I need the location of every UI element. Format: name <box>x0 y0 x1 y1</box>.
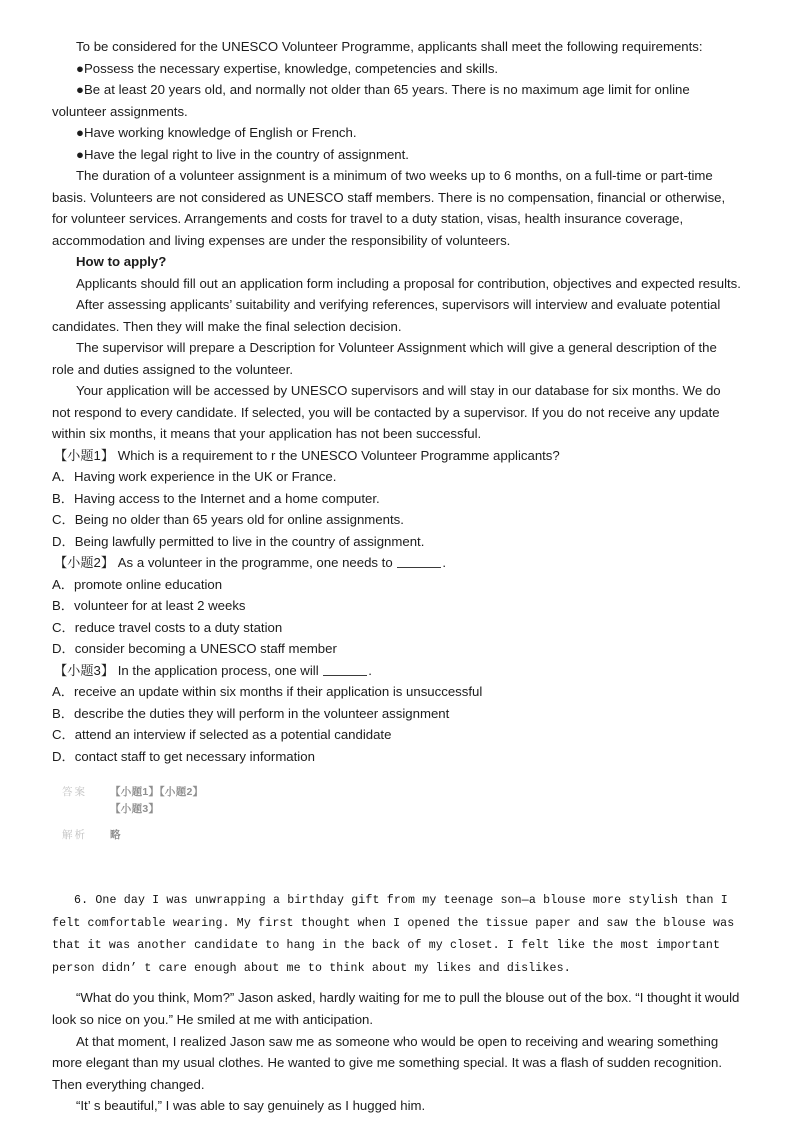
option-2-a[interactable] <box>52 574 742 596</box>
analysis-label: 解析 <box>62 829 87 841</box>
option-label: C． <box>52 727 75 742</box>
question-text-2: As a volunteer in the programme, one needs to <box>117 555 393 570</box>
option-label: A． <box>52 684 74 699</box>
option-text: Having access to the Internet and a home computer. <box>73 490 380 506</box>
answer-value-line-2: 【小题3】 <box>110 803 160 815</box>
option-label: B． <box>52 598 74 613</box>
option-text: Being lawfully permitted to live in the country of assignment. <box>74 533 425 549</box>
answer-row <box>62 784 742 801</box>
passage-2-paragraph-1: “What do you think, Mom?” Jason asked, hardly waiting for me to pull the blouse out of the box. “I thought it would look so nice on you.” He smiled at me with anticipation. <box>52 990 740 1027</box>
apply-paragraph-2: After assessing applicants’ suitability and verifying references, supervisors will interview and evaluate potential candidates. Then they will make the final selection decision. <box>52 297 721 334</box>
question-text-1: Which is a requirement to r the UNESCO Volunteer Programme applicants? <box>117 447 560 463</box>
option-label: D． <box>52 641 75 656</box>
option-3-d[interactable] <box>52 746 742 768</box>
question-number-2: 【小题2】 <box>54 555 115 570</box>
apply-paragraph-1: Applicants should fill out an application form including a proposal for contribution, objectives and expected results. <box>76 275 741 291</box>
option-1-a[interactable] <box>52 466 742 488</box>
option-3-a[interactable] <box>52 681 742 703</box>
document-content <box>52 36 742 1117</box>
question-number-3: 【小题3】 <box>54 662 115 678</box>
requirement-bullet-2: ●Be at least 20 years old, and normally not older than 65 years. There is no maximum age limit for online volunteer assignments. <box>52 82 690 119</box>
how-to-apply-heading: How to apply? <box>76 254 167 269</box>
answer-value-line-1: 【小题1】【小题2】 <box>110 786 204 798</box>
option-1-d[interactable] <box>52 531 742 553</box>
passage-requirements <box>52 36 742 445</box>
option-text: volunteer for at least 2 weeks <box>73 598 246 613</box>
option-label: B． <box>52 705 74 721</box>
passage-2-paragraph-2: At that moment, I realized Jason saw me as someone who would be open to receiving and wearing something more elegant than my usual clothes. He wanted to give me something special. It was a flash of sudden recognition. Then everything changed. <box>52 1033 723 1092</box>
question-tail-3: . <box>368 662 372 678</box>
option-text: receive an update within six months if their application is unsuccessful <box>73 684 483 699</box>
requirement-bullet-1: ●Possess the necessary expertise, knowledge, competencies and skills. <box>76 60 499 76</box>
option-2-b[interactable] <box>52 595 742 617</box>
question-text-3: In the application process, one will <box>117 662 319 678</box>
answer-label: 答案 <box>62 786 87 798</box>
option-label: A． <box>52 576 74 592</box>
option-text: consider becoming a UNESCO staff member <box>74 641 337 656</box>
option-text: describe the duties they will perform in the volunteer assignment <box>73 705 450 721</box>
apply-paragraph-3: The supervisor will prepare a Description for Volunteer Assignment which will give a general description of the role and duties assigned to the volunteer. <box>52 340 717 377</box>
passage-2-paragraph-3: “It’ s beautiful,” I was able to say genuinely as I hugged him. <box>76 1098 426 1114</box>
answer-analysis-block <box>52 784 742 844</box>
option-3-b[interactable] <box>52 703 742 725</box>
answer-spacer <box>62 818 742 827</box>
option-3-c[interactable] <box>52 724 742 746</box>
passage-2-block <box>52 890 742 980</box>
analysis-value: 略 <box>110 829 121 841</box>
option-1-c[interactable] <box>52 509 742 531</box>
question-tail-2: . <box>442 555 447 570</box>
requirements-intro: To be considered for the UNESCO Volunteer Programme, applicants shall meet the following requirements: <box>76 39 703 54</box>
option-text: promote online education <box>73 576 223 592</box>
question-stem-3 <box>52 660 742 682</box>
option-2-d[interactable] <box>52 638 742 660</box>
option-label: D． <box>52 748 75 764</box>
requirement-bullet-4: ●Have the legal right to live in the country of assignment. <box>76 146 409 162</box>
question-stem-1 <box>52 445 742 467</box>
option-text: contact staff to get necessary information <box>74 748 315 764</box>
option-label: A． <box>52 469 74 484</box>
option-text: Having work experience in the UK or France. <box>73 469 337 484</box>
answer-row-2 <box>62 801 742 818</box>
option-1-b[interactable] <box>52 488 742 510</box>
passage-2-mono-paragraph: 6. One day I was unwrapping a birthday gift from my teenage son—a blouse more stylish than I felt comfortable wearing. My first thought when I opened the tissue paper and saw the blouse was that it was another candidate to hang in the back of my closet. I felt like the most important person didn’ t care enough about me to think about my likes and dislikes. <box>52 894 735 975</box>
duration-paragraph: The duration of a volunteer assignment is a minimum of two weeks up to 6 months, on a full-time or part-time basis. Volunteers are not considered as UNESCO staff members. There is no compensation, financial or otherwise, for volunteer services. Arrangements and costs for travel to a duty station, visas, health insurance coverage, accommodation and living expenses are under the responsibility of volunteers. <box>52 168 726 248</box>
questions-block <box>52 445 742 768</box>
option-text: reduce travel costs to a duty station <box>74 619 283 635</box>
question-number-1: 【小题1】 <box>54 447 115 463</box>
option-2-c[interactable] <box>52 617 742 639</box>
option-text: attend an interview if selected as a potential candidate <box>74 727 392 742</box>
answer-blank-2[interactable] <box>397 555 441 568</box>
answer-blank-3[interactable] <box>323 663 367 676</box>
option-label: B． <box>52 490 74 506</box>
question-stem-2 <box>52 552 742 574</box>
option-label: C． <box>52 512 75 527</box>
analysis-row <box>62 827 742 844</box>
passage-2-tail-block <box>52 987 742 1117</box>
option-label: D． <box>52 533 75 549</box>
apply-paragraph-4: Your application will be accessed by UNESCO supervisors and will stay in our database for six months. We do not respond to every candidate. If selected, you will be contacted by a supervisor. If you do not receive any update within six months, it means that your application has not been successful. <box>52 383 721 441</box>
option-label: C． <box>52 619 75 635</box>
option-text: Being no older than 65 years old for online assignments. <box>74 512 404 527</box>
requirement-bullet-3: ●Have working knowledge of English or French. <box>76 125 357 140</box>
